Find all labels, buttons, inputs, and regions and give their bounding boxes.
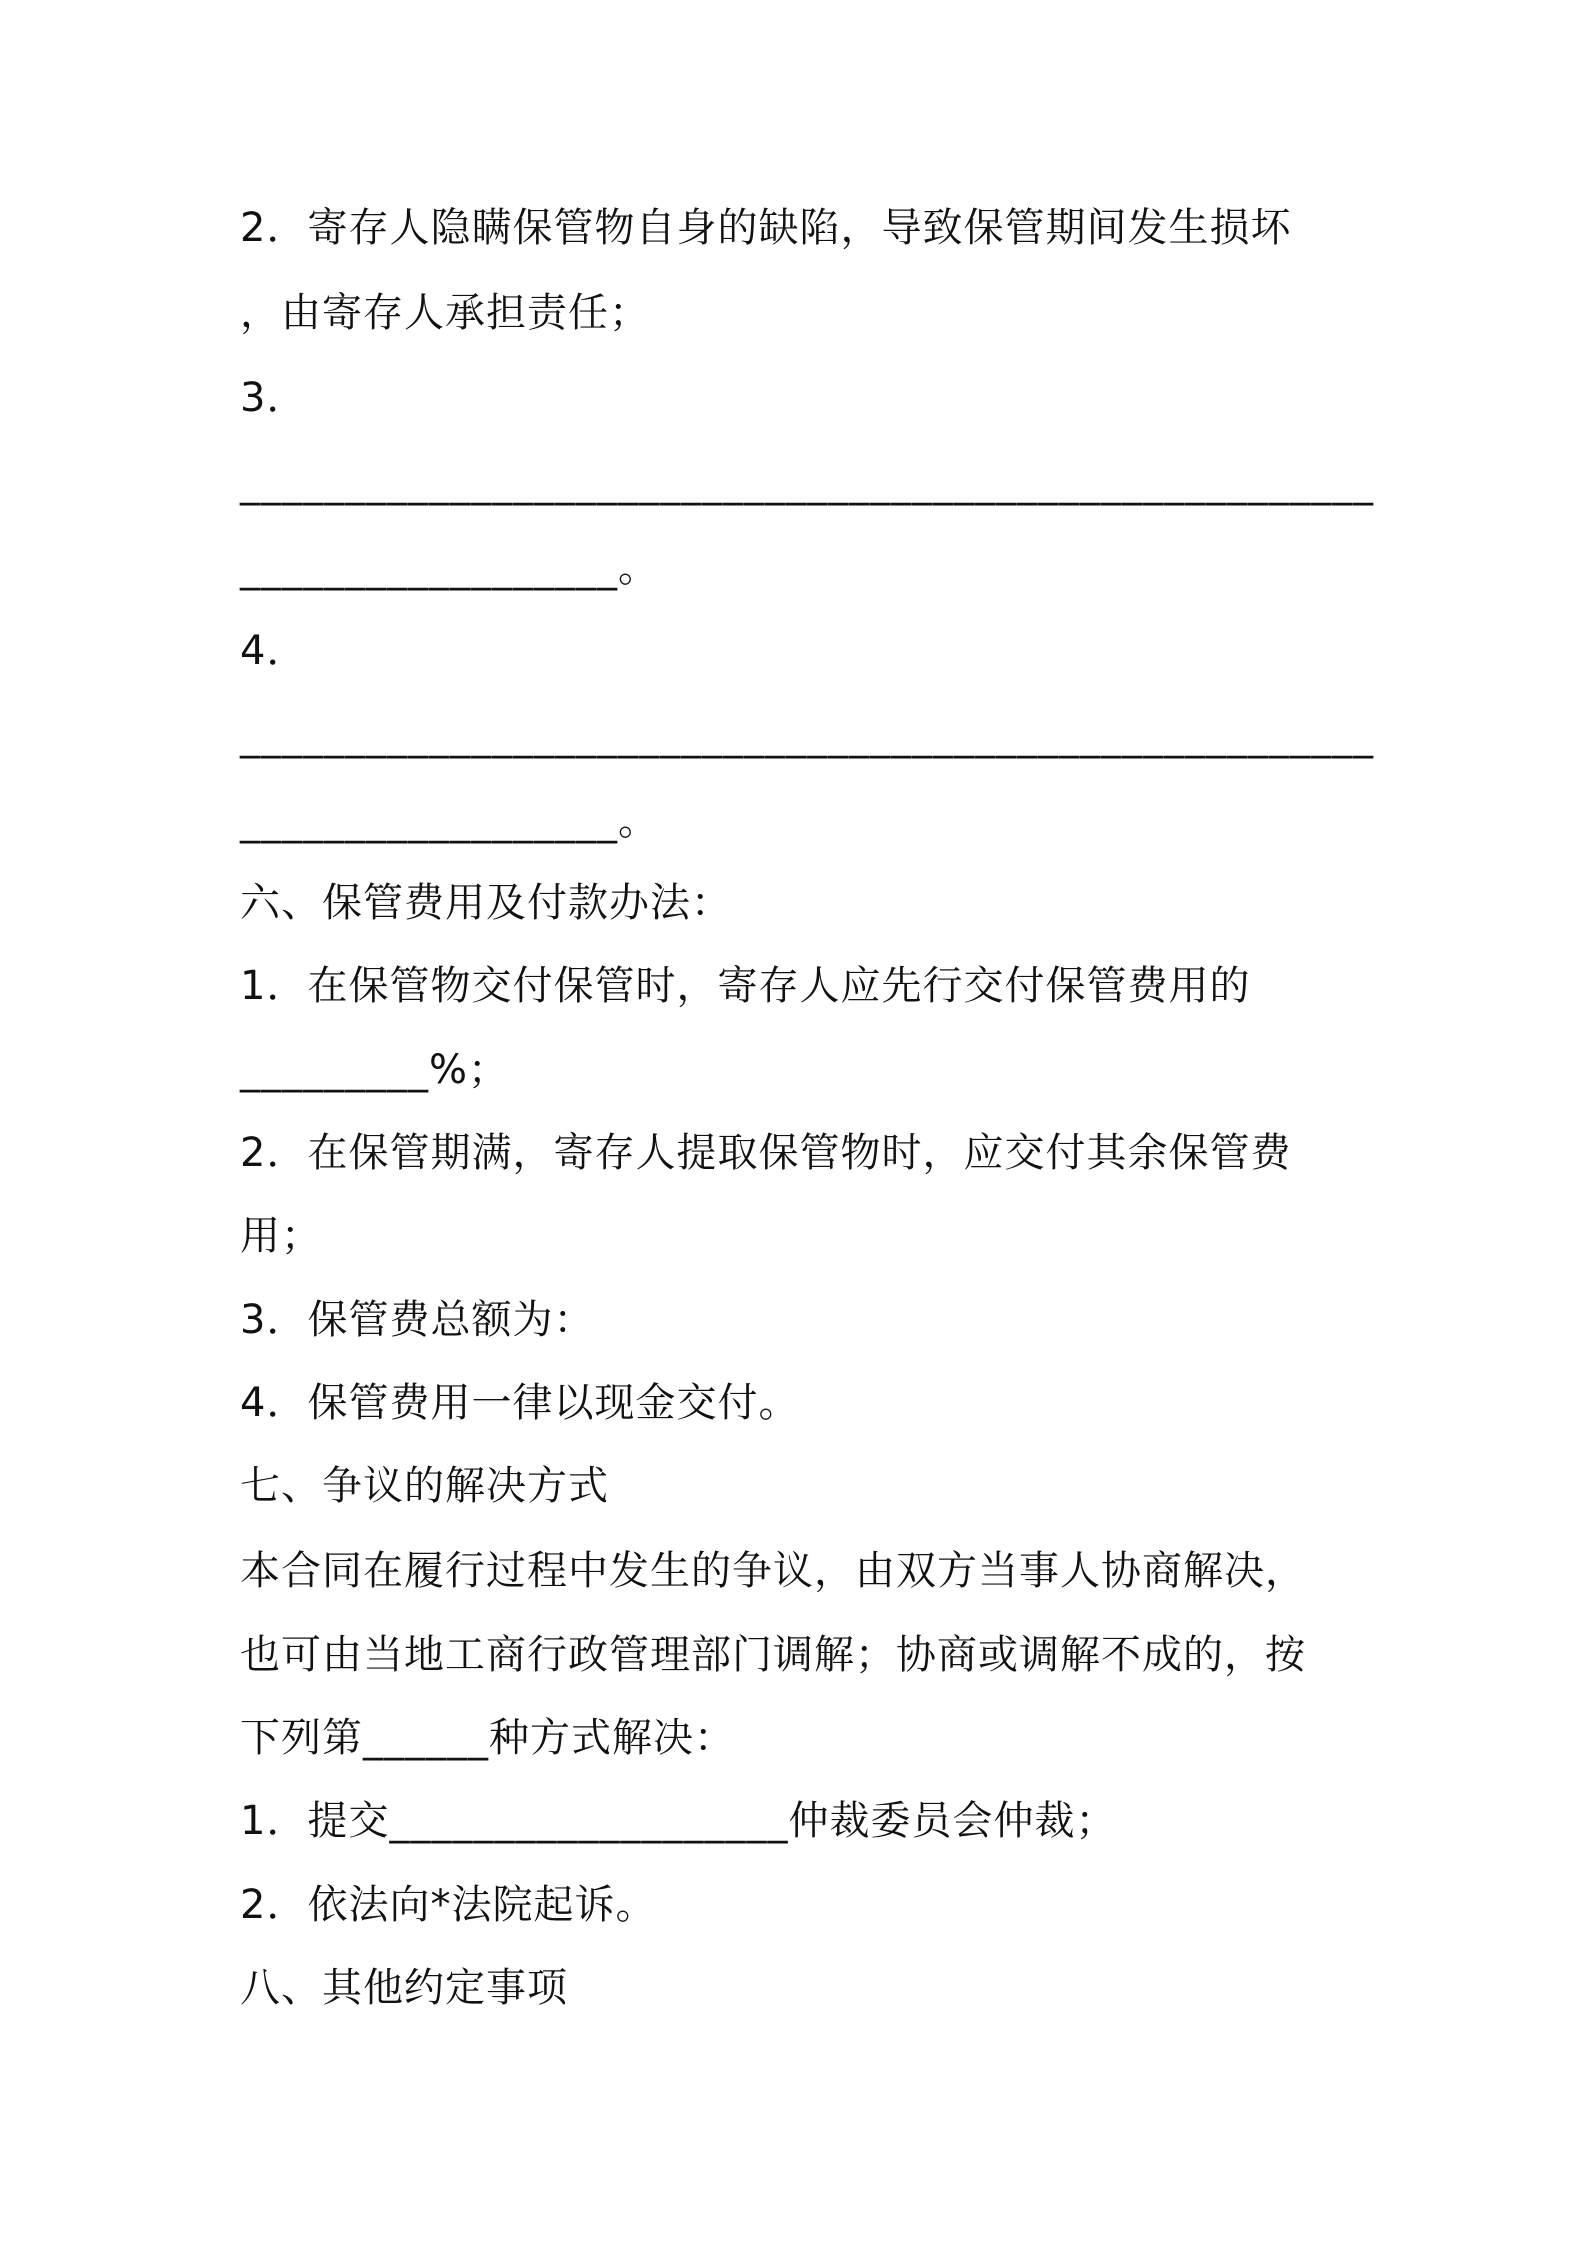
clause-7-paragraph-line-1: 本合同在履行过程中发生的争议，由双方当事人协商解决， (240, 1548, 1306, 1594)
clause-5-item-3-number: 3． (240, 375, 308, 421)
clause-7-paragraph-line-3: 下列第______种方式解决： (240, 1715, 735, 1761)
clause-5-item-2-line-2: ，由寄存人承担责任； (240, 290, 650, 336)
clause-6-item-4: 4．保管费用一律以现金交付。 (240, 1380, 800, 1426)
clause-5-item-3-blank-1: ______________________________________________________ (240, 460, 1374, 506)
clause-7-item-2: 2．依法向*法院起诉。 (240, 1882, 657, 1928)
clause-5-item-2-line-1: 2．寄存人隐瞒保管物自身的缺陷，导致保管期间发生损坏 (240, 205, 1292, 251)
clause-5-item-3-blank-2: __________________。 (240, 545, 659, 591)
clause-6-item-1-line-2: _________%； (240, 1047, 510, 1093)
section-7-heading: 七、争议的解决方式 (240, 1463, 609, 1509)
clause-5-item-4-blank-2: __________________。 (240, 798, 659, 844)
clause-5-item-4-number: 4． (240, 628, 308, 674)
clause-5-item-4-blank-1: ______________________________________________________ (240, 713, 1374, 759)
section-8-heading: 八、其他约定事项 (240, 1965, 568, 2011)
clause-7-item-1: 1．提交___________________仲裁委员会仲裁； (240, 1798, 1117, 1844)
section-6-heading: 六、保管费用及付款办法： (240, 880, 732, 926)
clause-6-item-2-line-2: 用； (240, 1213, 322, 1259)
clause-7-paragraph-line-2: 也可由当地工商行政管理部门调解；协商或调解不成的，按 (240, 1632, 1306, 1678)
clause-6-item-2-line-1: 2．在保管期满，寄存人提取保管物时，应交付其余保管费 (240, 1130, 1292, 1176)
clause-6-item-1-line-1: 1．在保管物交付保管时，寄存人应先行交付保管费用的 (240, 963, 1251, 1009)
clause-6-item-3: 3．保管费总额为： (240, 1297, 595, 1343)
